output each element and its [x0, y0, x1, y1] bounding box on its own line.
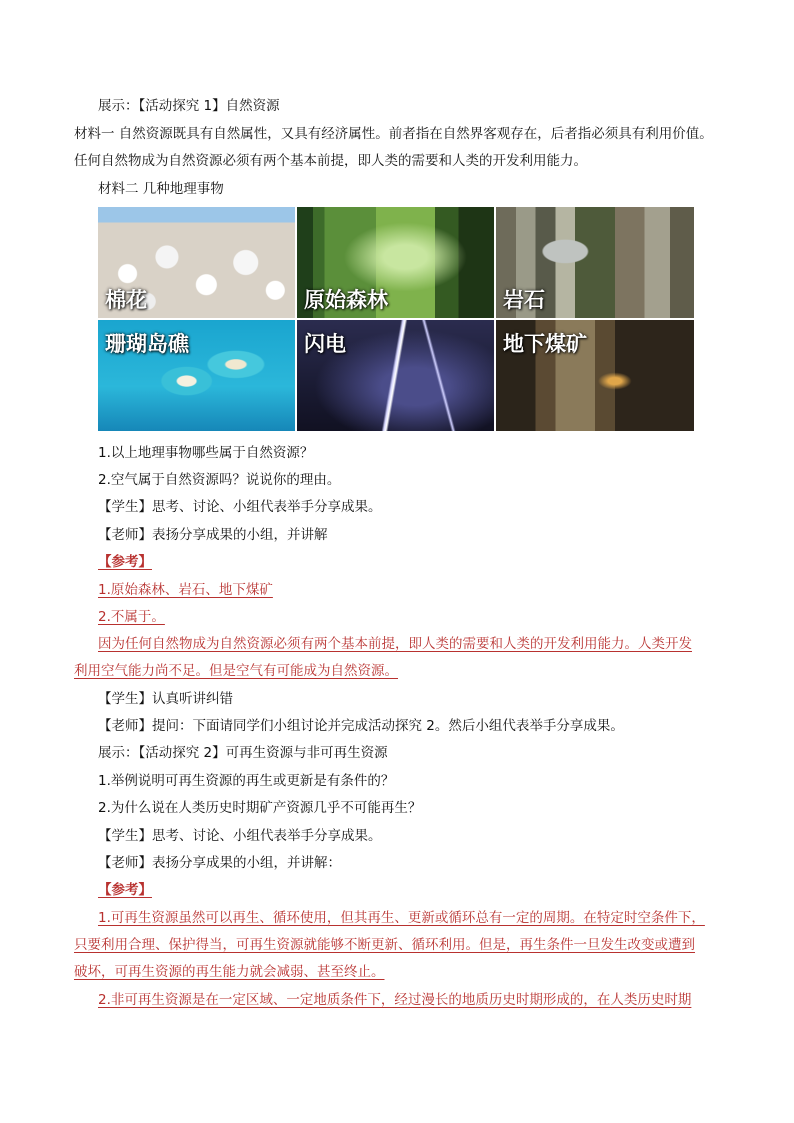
coral-reef-image: [98, 320, 295, 431]
activity2-teacher-note: 【老师】表扬分享成果的小组，并讲解：: [98, 855, 341, 871]
cotton-image: [98, 207, 295, 318]
activity2-student-note: 【学生】思考、讨论、小组代表举手分享成果。: [98, 828, 382, 844]
image-caption: 棉花: [105, 288, 147, 312]
activity2-reference-label: 【参考】: [98, 882, 152, 898]
activity2-question-1: 1.举例说明可再生资源的再生或更新是有条件的？: [98, 773, 395, 789]
teacher-note-2: 【老师】提问：下面请同学们小组讨论并完成活动探究 2。然后小组代表举手分享成果。: [98, 718, 624, 734]
question-1: 1.以上地理事物哪些属于自然资源？: [98, 445, 314, 461]
student-note-2: 【学生】认真听讲纠错: [98, 691, 233, 707]
geography-image-grid: [98, 207, 696, 431]
image-caption: 闪电: [304, 332, 346, 356]
student-note: 【学生】思考、讨论、小组代表举手分享成果。: [98, 499, 382, 515]
activity2-answer-2-line1: 2.非可再生资源是在一定区域、一定地质条件下，经过漫长的地质历史时期形成的，在人类历史时期: [98, 992, 692, 1008]
activity1-header: 展示：【活动探究 1】自然资源: [98, 98, 280, 114]
answer-2: 2.不属于。: [98, 609, 165, 625]
activity2-answer-1-line1: 1.可再生资源虽然可以再生、循环使用，但其再生、更新或循环总有一定的周期。在特定时空条件下，: [98, 910, 705, 926]
question-2: 2.空气属于自然资源吗？说说你的理由。: [98, 472, 341, 488]
material1-line1: 材料一 自然资源既具有自然属性，又具有经济属性。前者指在自然界客观存在，后者指必须具有利用价值。: [74, 126, 713, 142]
rock-image: [496, 207, 694, 318]
lightning-image: [297, 320, 494, 431]
activity2-answer-1-line2: 只要利用合理、保护得当，可再生资源就能够不断更新、循环利用。但是，再生条件一旦发生改变或遭到: [74, 937, 695, 953]
image-caption: 地下煤矿: [503, 332, 587, 356]
image-caption: 珊瑚岛礁: [105, 332, 189, 356]
activity2-question-2: 2.为什么说在人类历史时期矿产资源几乎不可能再生？: [98, 800, 422, 816]
material2-title: 材料二 几种地理事物: [98, 181, 224, 197]
answer-1: 1.原始森林、岩石、地下煤矿: [98, 582, 273, 598]
image-caption: 岩石: [503, 288, 545, 312]
forest-image: [297, 207, 494, 318]
teacher-note: 【老师】表扬分享成果的小组，并讲解: [98, 527, 328, 543]
answer-3-line1: 因为任何自然物成为自然资源必须有两个基本前提，即人类的需要和人类的开发利用能力。人类开发: [98, 636, 692, 652]
answer-3-line2: 利用空气能力尚不足。但是空气有可能成为自然资源。: [74, 663, 398, 679]
material1-line2: 任何自然物成为自然资源必须有两个基本前提，即人类的需要和人类的开发利用能力。: [74, 153, 587, 169]
image-caption: 原始森林: [304, 288, 388, 312]
reference-label: 【参考】: [98, 554, 152, 570]
activity2-header: 展示：【活动探究 2】可再生资源与非可再生资源: [98, 745, 388, 761]
activity2-answer-1-line3: 破坏，可再生资源的再生能力就会减弱、甚至终止。: [74, 964, 385, 980]
coal-mine-image: [496, 320, 694, 431]
